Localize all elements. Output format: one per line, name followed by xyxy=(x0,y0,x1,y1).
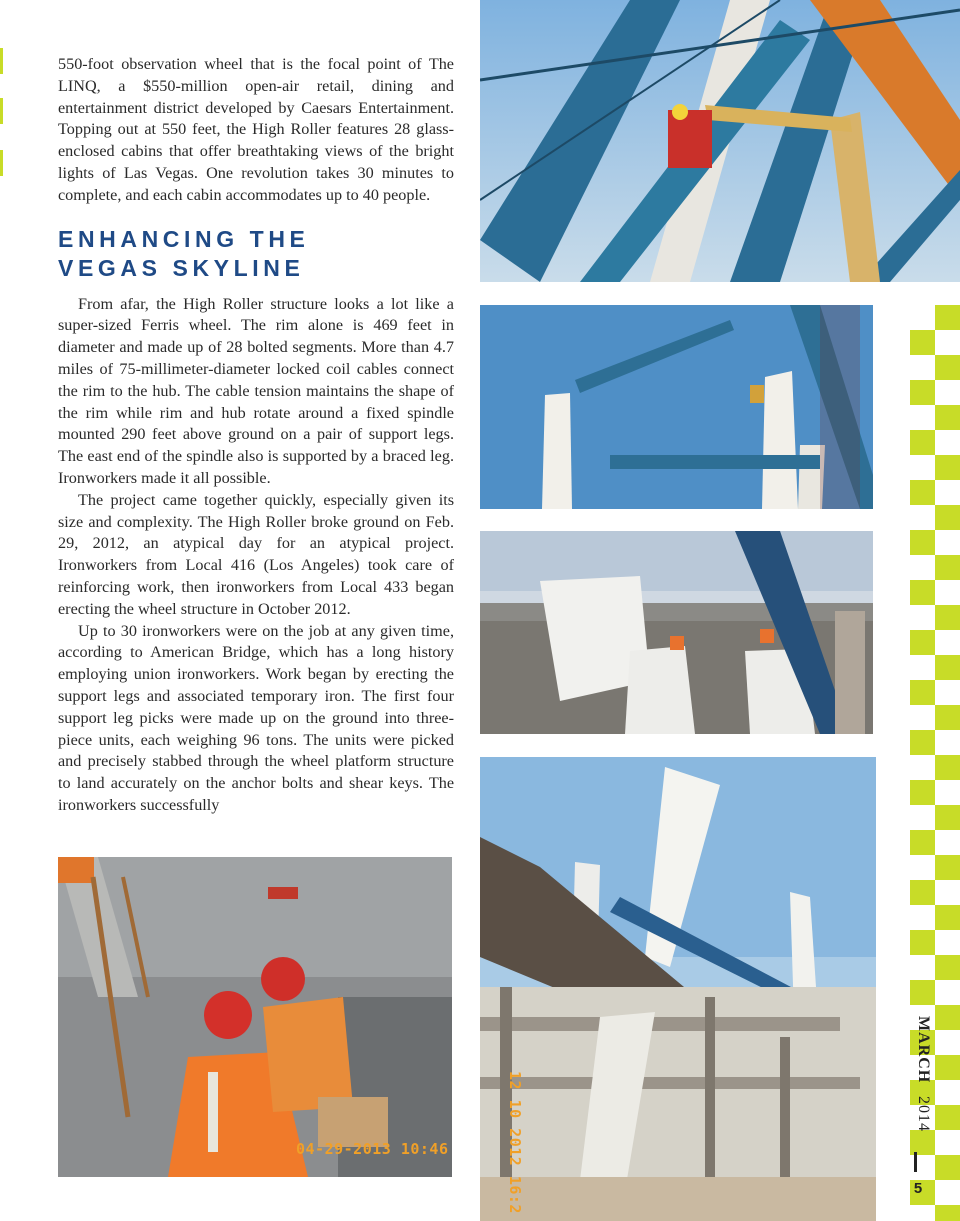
left-edge-mark-1 xyxy=(0,48,3,74)
folio-divider xyxy=(914,1152,917,1172)
folio-date xyxy=(904,1016,932,1132)
section-heading xyxy=(58,225,454,283)
photo-wheel-platform xyxy=(480,757,876,1221)
left-edge-mark-3 xyxy=(0,150,3,176)
photo-crane-lift xyxy=(480,0,960,282)
photo-city-aerial xyxy=(480,531,873,734)
welding-timestamp: 04-29-2013 10:46 xyxy=(296,1140,449,1158)
article-column xyxy=(58,54,454,817)
section-heading-line-1: ENHANCING THE xyxy=(58,225,310,252)
left-edge-mark-2 xyxy=(0,98,3,124)
body-paragraph-3: Up to 30 ironworkers were on the job at any given time, according to American Bridge, which has a long history employing union ironworkers. Work began by erecting the support legs and associated temporary iron. The first four support leg picks were made up on the ground into three-piece units, each weighing 96 tons. The units were picked and precisely stabbed through the wheel platform structure to land accurately on the anchor bolts and shear keys. The ironworkers successfully xyxy=(58,621,454,814)
intro-paragraph: 550-foot observation wheel that is the focal point of The LINQ, a $550-million open-air retail, dining and entertainment district developed by Caesars Entertainment. Topping out at 550 feet, the High Roller features 28 glass-enclosed cabins that offer breathtaking views of the bright lights of Las Vegas. One revolution takes 30 minutes to complete, and each cabin accommodates up to 40 people. xyxy=(58,55,454,204)
page-folio xyxy=(904,1016,932,1197)
folio-year: 2014 xyxy=(915,1096,932,1133)
page-number: 5 xyxy=(913,1180,923,1197)
platform-timestamp: 12 10 2012 16:2 xyxy=(506,1071,524,1214)
photo-support-legs xyxy=(480,305,873,509)
section-heading-line-2: VEGAS SKYLINE xyxy=(58,254,305,281)
body-paragraph-1: From afar, the High Roller structure looks a lot like a super-sized Ferris wheel. The rim alone is 469 feet in diameter and made up of 28 bolted segments. More than 4.7 miles of 75-millimeter-diameter locked coil cables connect the rim to the hub. The cable tension maintains the shape of the rim while rim and hub rotate around a fixed spindle mounted 290 feet above ground on a pair of support legs. The east end of the spindle also is supported by a braced leg. Ironworkers made it all possible. xyxy=(58,294,454,487)
body-paragraph-2: The project came together quickly, especially given its size and complexity. The High Roller broke ground on Feb. 29, 2012, an atypical day for an atypical project. Ironworkers from Local 416 (Los Angeles) took care of reinforcing work, then ironworkers from Local 433 began erecting the wheel structure in October 2012. xyxy=(58,490,454,618)
photo-ironworkers-welding xyxy=(58,857,452,1177)
folio-month: MARCH xyxy=(915,1016,932,1084)
